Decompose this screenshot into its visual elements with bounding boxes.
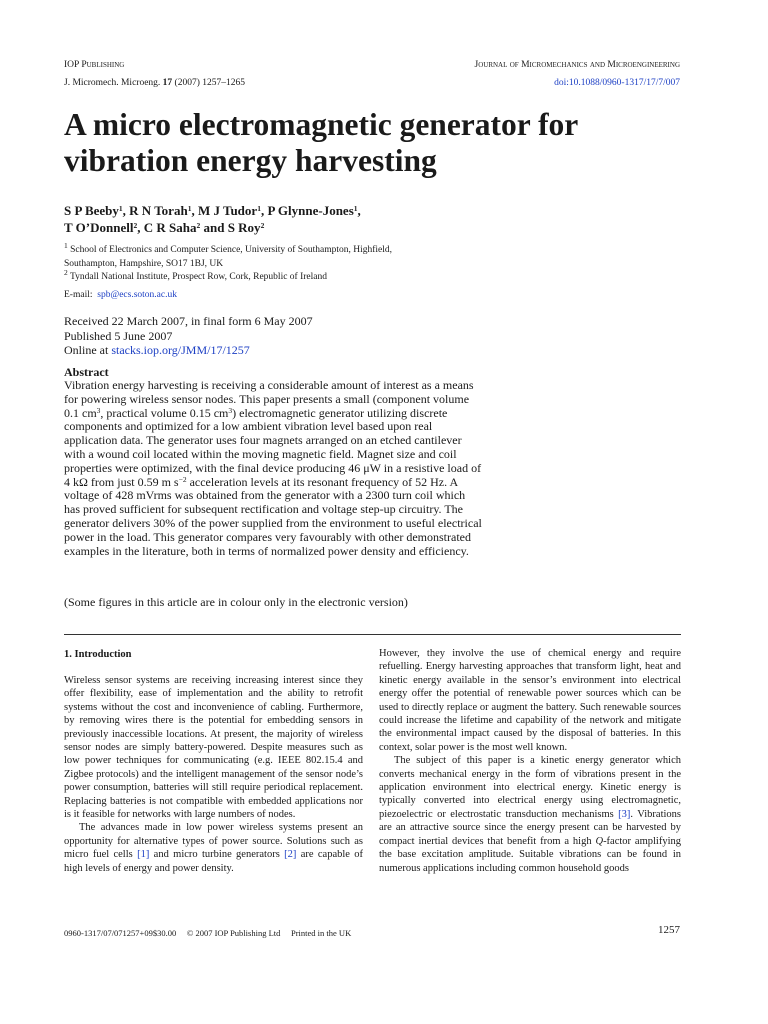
intro-paragraph-1: Wireless sensor systems are receiving increasing interest since they offer flexibility, ease of implementation and the ability to retrofit systems without the cost and inconvenience of cabling. Furthermore, by removing wires there is the potential for embedding sensors in previously inaccessible locations. At present, the majority of wireless sensor nodes are simply battery-powered. Despite measures such as low power techniques for communicating (e.g. IEEE 802.15.4 and Zigbee protocols) and the intelligent management of the sensor node’s power consumption, batteries will still require periodical replacement. Replacing batteries is not compatible with embedded applications nor is it feasible for networks with large numbers of nodes.	[64, 675, 363, 821]
affiliation-1	[64, 241, 704, 258]
colour-note: (Some figures in this article are in colour only in the electronic version)	[64, 595, 408, 609]
affiliation-number: 2	[64, 268, 68, 277]
abstract-superscript: 3	[228, 405, 233, 415]
email-link[interactable]: spb@ecs.soton.ac.uk	[97, 290, 177, 300]
citation-volume: 17	[162, 78, 173, 88]
reference-link-2[interactable]: [2]	[284, 849, 297, 861]
right-column	[379, 647, 681, 875]
abstract-heading: Abstract	[64, 365, 109, 379]
footer-printed: Printed in the UK	[291, 928, 352, 938]
doi-link[interactable]: doi:10.1088/0960-1317/17/7/007	[554, 78, 680, 88]
online-line	[64, 343, 564, 358]
author-name: P Glynne-Jones	[267, 203, 354, 218]
author-affiliation-mark: 1	[257, 204, 261, 213]
author-affiliation-mark: 2	[260, 221, 265, 230]
paper-title: A micro electromagnetic generator for vibration energy harvesting	[64, 107, 578, 178]
author-affiliation-mark: 1	[118, 204, 123, 213]
affiliation-text: School of Electronics and Computer Science, University of Southampton, Highfield,	[70, 245, 393, 255]
affiliation-2	[64, 268, 704, 285]
left-column	[64, 674, 363, 875]
author-name: S P Beeby	[64, 203, 119, 218]
author-name: T O’Donnell	[64, 220, 134, 235]
published-date: Published 5 June 2007	[64, 328, 173, 343]
publication-dates	[64, 314, 564, 358]
intro-paragraph-4	[379, 754, 681, 875]
intro-paragraph-3: However, they involve the use of chemical energy and require refuelling. Energy harvesting approaches that transform light, heat and kinetic energy available in the sensor’s environment into electrical energy offer the potential of renewable power sources which can be used to directly replace or augment the battery. Such renewable sources could increase the lifetime and capability of the network and mitigate the environmental impact caused by the disposal of batteries. In this context, solar power is the most well known.	[379, 648, 681, 753]
paragraph-segment: . Vibrations are an attractive source since the energy present can be harvested by compact inertial devices that benefit from a high	[379, 808, 682, 847]
paragraph-segment: -factor amplifying the base excitation amplitude. Suitable vibrations can be found in numerous applications including common household goods	[379, 835, 681, 874]
affiliation-1-continued: Southampton, Hampshire, SO17 1BJ, UK	[64, 258, 224, 269]
abstract-segment: Vibration energy harvesting is receiving a considerable amount of interest as a means for powering wireless sensor nodes. This paper presents a small (component volume 0.1 cm	[64, 378, 474, 420]
author-name: R N Torah	[129, 203, 188, 218]
reference-link-3[interactable]: [3]	[618, 808, 631, 820]
author-list: S P Beeby$^1$, R N Torah$^1$, M J Tudor$^1$, P Glynne-Jones$^1$, T O’Donnell$^2$, C R Saha$^2$ and S Roy$^2$	[64, 203, 361, 235]
abstract-segment: , practical volume 0.15 cm	[100, 405, 229, 420]
paragraph-segment: The advances made in low power wireless systems present an opportunity for alternative types of power source. Solutions such as micro fuel cells	[64, 822, 363, 861]
affiliation-text: Tyndall National Institute, Prospect Row, Cork, Republic of Ireland	[69, 272, 327, 282]
author-affiliation-mark: 1	[353, 204, 358, 213]
paragraph-segment: and micro turbine generators	[149, 849, 285, 861]
paragraph-segment: are capable of high levels of energy and power density.	[64, 849, 364, 874]
email-label: E-mail:	[64, 290, 93, 300]
intro-paragraph-2	[64, 821, 363, 875]
author-conjunction: and	[203, 220, 225, 235]
author-name: M J Tudor	[197, 203, 258, 218]
author-affiliation-mark: 2	[196, 221, 201, 230]
abstract-segment: acceleration levels at its resonant frequency of 52 Hz. A voltage of 428 mVrms was obtained from the generator with a 2300 turn coil which has proved sufficient for subsequent rectification and voltage step-up circuitry. The generator delivers 30% of the power supplied from the environment to useful electrical power in the load. This generator compares very favourably with other demonstrated examples in the literature, both in terms of normalized power density and efficiency.	[64, 474, 482, 558]
publisher-name: IOP Publishing	[64, 60, 125, 70]
online-label: Online at	[64, 343, 109, 357]
author-affiliation-mark: 2	[133, 221, 138, 230]
abstract-segment: ) electromagnetic generator utilizing discrete components and optimized for a low ambient vibration level based upon real application data. The generator uses four magnets arranged on an etched cantilever with a wound coil located within the moving magnetic field. Magnet size and coil properties were optimized, with the final device producing 46 μW in a resistive load of 4 kΩ from just 0.59 m s	[64, 405, 482, 489]
online-link[interactable]: stacks.iop.org/JMM/17/1257	[111, 343, 250, 357]
author-name: S Roy	[227, 220, 261, 235]
q-symbol: Q	[595, 835, 604, 847]
paragraph-segment: The subject of this paper is a kinetic energy generator which converts mechanical energy in the form of vibrations present in the application environment into electrical energy. Kinetic energy is typically converted into electrical energy using electromagnetic, piezoelectric or electrostatic transduction mechanisms	[379, 755, 681, 820]
section-divider	[64, 634, 681, 635]
abstract-text	[64, 379, 482, 558]
affiliation-number: 1	[64, 241, 68, 250]
author-name: C R Saha	[143, 220, 197, 235]
abstract-superscript: −2	[178, 474, 187, 484]
footer-issn: 0960-1317/07/071257+09$30.00	[64, 928, 177, 938]
footer-info	[64, 927, 351, 939]
abstract-superscript: 3	[96, 405, 101, 415]
affiliations	[64, 241, 704, 285]
journal-name: Journal of Micromechanics and Microengineering	[474, 60, 680, 70]
author-affiliation-mark: 1	[187, 204, 192, 213]
section-heading-introduction: 1. Introduction	[64, 649, 132, 660]
page-number: 1257	[658, 924, 680, 936]
email-line	[64, 289, 177, 302]
citation	[64, 77, 245, 90]
received-date: Received 22 March 2007, in final form 6 May 2007	[64, 314, 313, 328]
citation-suffix: (2007) 1257–1265	[174, 78, 245, 88]
reference-link-1[interactable]: [1]	[137, 849, 150, 861]
footer-copyright: © 2007 IOP Publishing Ltd	[186, 928, 281, 938]
citation-prefix: J. Micromech. Microeng.	[64, 78, 161, 88]
